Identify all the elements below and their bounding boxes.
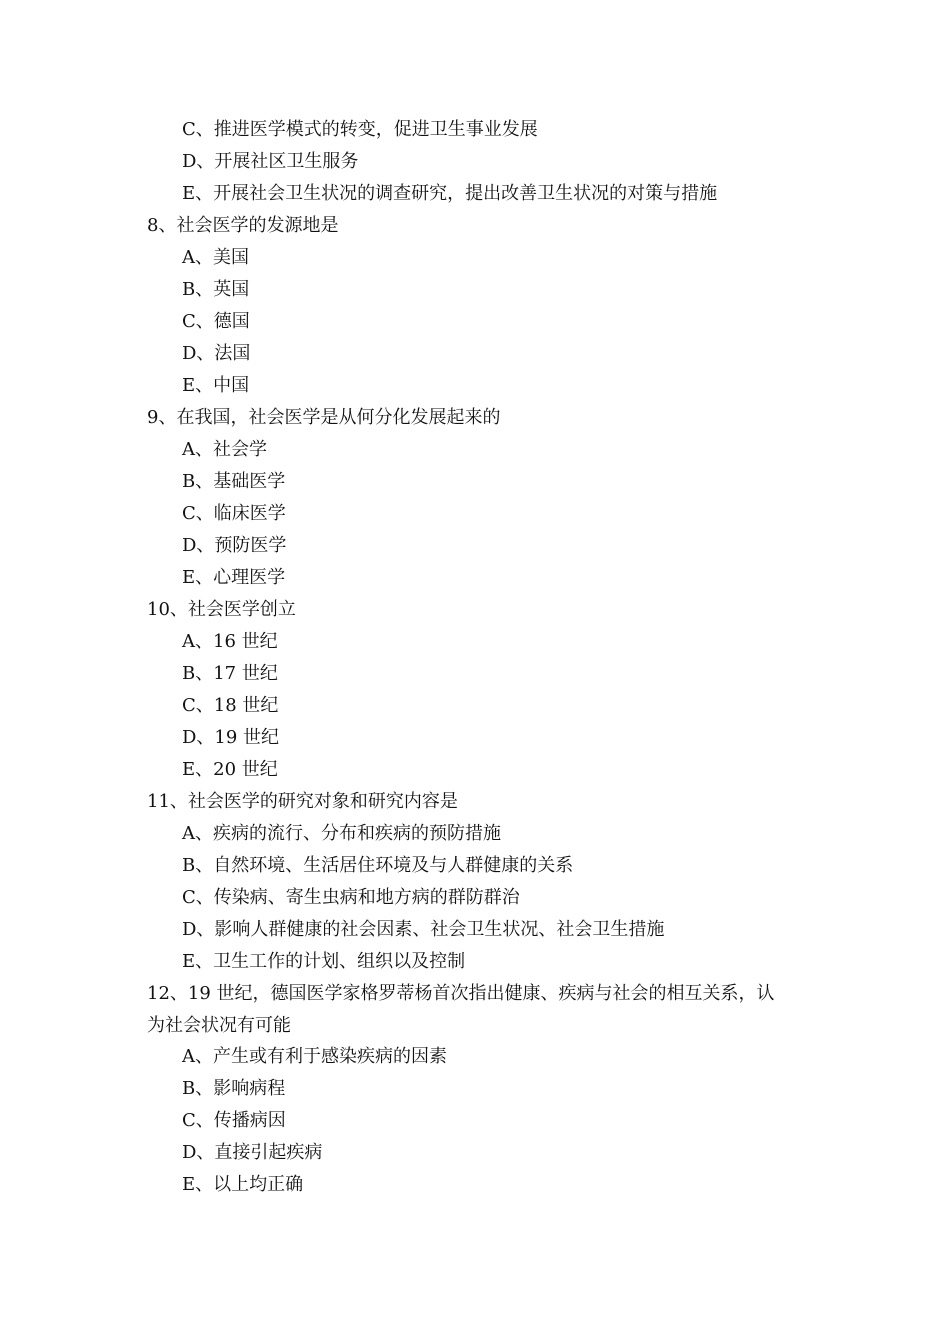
option-line: B、17 世纪 (182, 663, 278, 684)
option-line: E、以上均正确 (182, 1174, 304, 1195)
question-line: 8、社会医学的发源地是 (147, 215, 339, 236)
question-line: 9、在我国，社会医学是从何分化发展起来的 (147, 407, 501, 428)
option-line: E、20 世纪 (182, 759, 278, 780)
option-line: A、疾病的流行、分布和疾病的预防措施 (182, 823, 501, 844)
option-line: D、影响人群健康的社会因素、社会卫生状况、社会卫生措施 (182, 919, 665, 940)
option-line: D、开展社区卫生服务 (182, 151, 359, 172)
option-line: C、德国 (182, 311, 250, 332)
question-line: 11、社会医学的研究对象和研究内容是 (147, 791, 458, 812)
option-line: C、传播病因 (182, 1110, 286, 1131)
option-line: A、16 世纪 (182, 631, 278, 652)
option-line: A、美国 (182, 247, 249, 268)
option-line: D、19 世纪 (182, 727, 280, 748)
option-line: B、自然环境、生活居住环境及与人群健康的关系 (182, 855, 574, 876)
option-line: E、卫生工作的计划、组织以及控制 (182, 951, 466, 972)
option-line: B、影响病程 (182, 1078, 286, 1099)
option-line: C、推进医学模式的转变，促进卫生事业发展 (182, 119, 538, 140)
option-line: B、基础医学 (182, 471, 286, 492)
option-line: C、临床医学 (182, 503, 286, 524)
option-line: A、产生或有利于感染疾病的因素 (182, 1046, 447, 1067)
option-line: D、直接引起疾病 (182, 1142, 323, 1163)
option-line: C、传染病、寄生虫病和地方病的群防群治 (182, 887, 520, 908)
option-line: E、心理医学 (182, 567, 286, 588)
option-line: B、英国 (182, 279, 250, 300)
question-line: 12、19 世纪，德国医学家格罗蒂杨首次指出健康、疾病与社会的相互关系，认 (147, 983, 775, 1004)
option-line: D、法国 (182, 343, 251, 364)
option-line: D、预防医学 (182, 535, 287, 556)
question-line-continued: 为社会状况有可能 (147, 1015, 291, 1036)
question-line: 10、社会医学创立 (147, 599, 296, 620)
option-line: C、18 世纪 (182, 695, 279, 716)
option-line: E、中国 (182, 375, 250, 396)
option-line: E、开展社会卫生状况的调查研究，提出改善卫生状况的对策与措施 (182, 183, 718, 204)
option-line: A、社会学 (182, 439, 267, 460)
